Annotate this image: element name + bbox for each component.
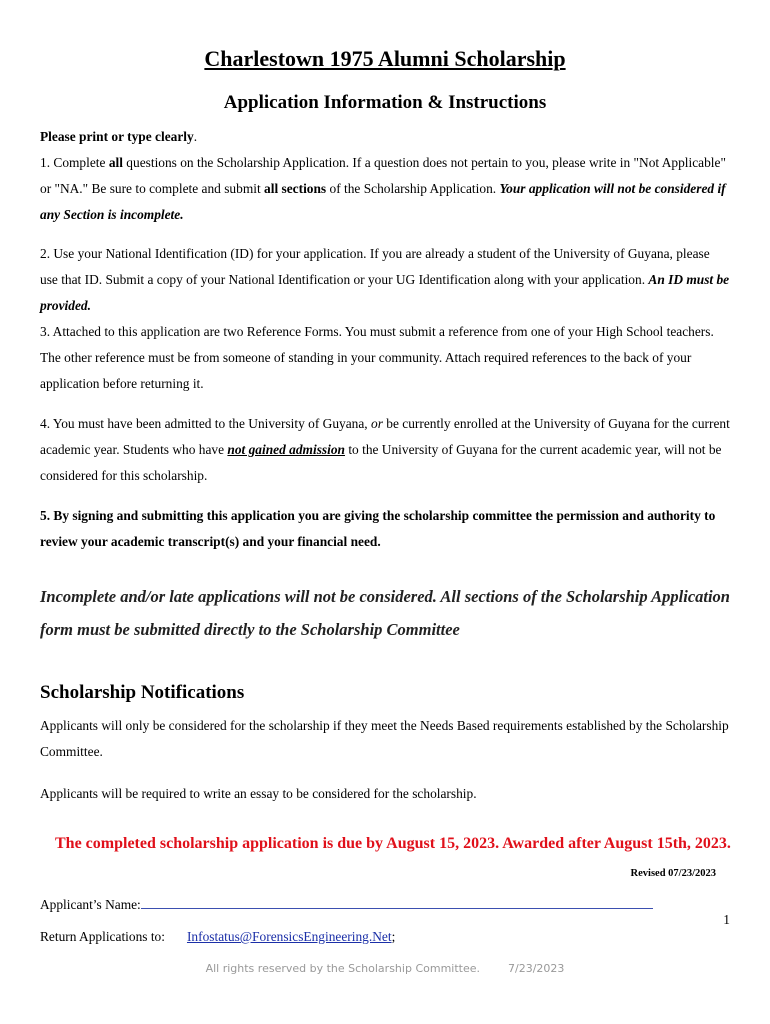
return-email-link[interactable]: Infostatus@ForensicsEngineering.Net bbox=[186, 929, 392, 944]
instructions-block-4 bbox=[40, 503, 730, 555]
instruction-item-1: 1. Complete all questions on the Scholarship Application. If a question does not pertain to you, please write in "Not Applicable" or "NA." Be sure to complete and submit all sections of the Scholarship Application. Your application will not be considered if any Section is incomplete. bbox=[40, 155, 726, 222]
applicant-name-row bbox=[40, 894, 653, 913]
footer-rights: All rights reserved by the Scholarship Committee. bbox=[205, 962, 480, 975]
instruction-item-2: 2. Use your National Identification (ID) for your application. If you are already a student of the University of Guyana, please use that ID. Submit a copy of your National Identification or your UG Identification along with your application. An ID must be provided. bbox=[40, 246, 730, 313]
applicant-name-field[interactable] bbox=[141, 894, 653, 909]
instruction-item-4: 4. You must have been admitted to the University of Guyana, or be currently enrolled at the University of Guyana for the current academic year. Students who have not gained admission to the University of Guyana for the current academic year, will not be considered for this scholarship. bbox=[40, 416, 730, 483]
page-number: 1 bbox=[723, 912, 730, 927]
return-email-suffix: ; bbox=[391, 929, 396, 944]
page-footer bbox=[0, 962, 770, 975]
notifications-heading: Scholarship Notifications bbox=[40, 682, 245, 703]
applicant-name-label: Applicant’s Name: bbox=[40, 897, 141, 912]
print-note: Please print or type clearly. bbox=[40, 129, 198, 144]
notification-paragraph-1: Applicants will only be considered for the scholarship if they meet the Needs Based requirements established by the Scholarship Committee. bbox=[40, 718, 729, 759]
revised-date: Revised 07/23/2023 bbox=[630, 868, 716, 879]
instructions-block-3 bbox=[40, 411, 730, 489]
notification-paragraph-2: Applicants will be required to write an essay to be considered for the scholarship. bbox=[40, 786, 477, 801]
return-applications-row bbox=[40, 929, 395, 945]
due-date-notice: The completed scholarship application is due by August 15, 2023. Awarded after August 15th, 2023. bbox=[55, 835, 731, 852]
instructions-block-2 bbox=[40, 241, 730, 397]
footer-date: 7/23/2023 bbox=[508, 962, 565, 975]
document-subtitle: Application Information & Instructions bbox=[223, 92, 547, 113]
instruction-item-3: 3. Attached to this application are two Reference Forms. You must submit a reference from one of your High School teachers. The other reference must be from someone of standing in your community. Attach required references to the back of your application before returning it. bbox=[40, 324, 714, 391]
return-label: Return Applications to: bbox=[40, 929, 165, 944]
notifications-block bbox=[40, 713, 730, 807]
incomplete-notice: Incomplete and/or late applications will not be considered. All sections of the Scholarship Application form must be submitted directly to the Scholarship Committee bbox=[40, 587, 730, 639]
instruction-item-5: 5. By signing and submitting this application you are giving the scholarship committee the permission and authority to review your academic transcript(s) and your financial need. bbox=[40, 508, 716, 549]
instructions-block bbox=[40, 124, 730, 228]
document-title: Charlestown 1975 Alumni Scholarship bbox=[204, 46, 566, 71]
